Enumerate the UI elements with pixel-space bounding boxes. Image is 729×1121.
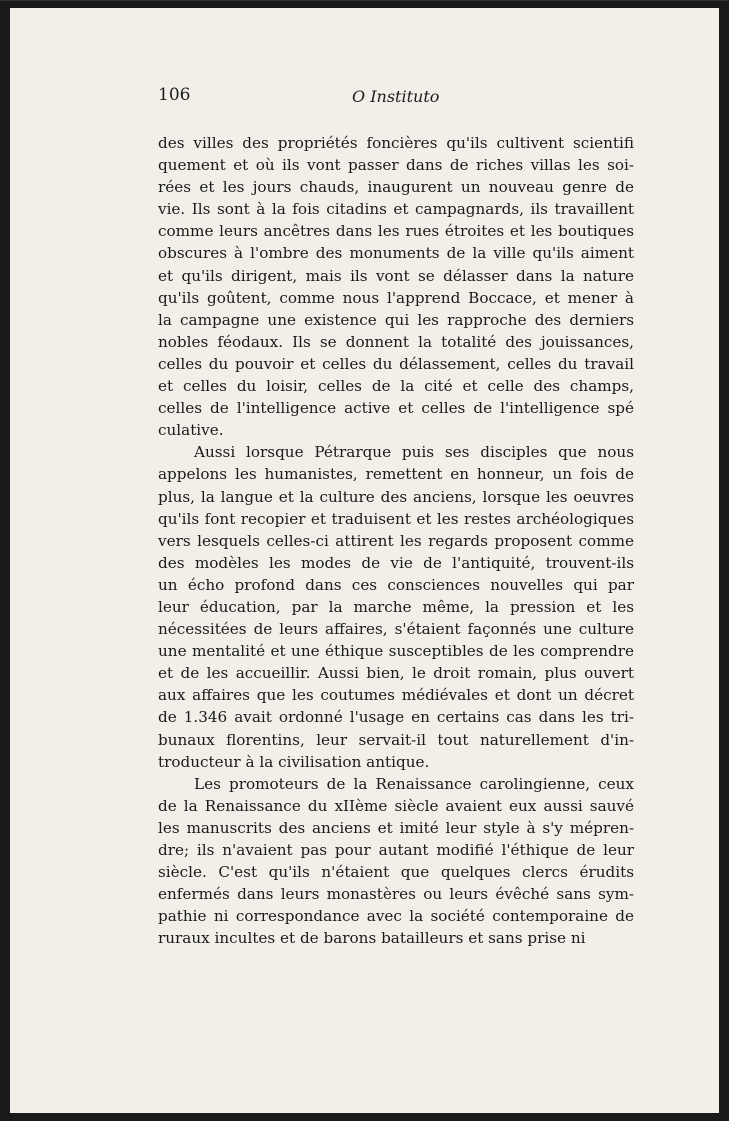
text-line: la campagne une existence qui les rapproche des derniers — [158, 310, 634, 329]
text-line: de la Renaissance du xIIème siècle avaient eux aussi sauvé — [158, 796, 634, 815]
text-line: pathie ni correspondance avec la société contemporaine de — [158, 907, 634, 926]
text-line: appelons les humanistes, remettent en honneur, un fois de — [158, 465, 634, 484]
text-line: et qu'ils dirigent, mais ils vont se délasser dans la nature — [158, 266, 634, 285]
text-line: obscures à l'ombre des monuments de la ville qu'ils aiment — [158, 244, 634, 263]
paragraph — [158, 132, 634, 441]
paragraph — [158, 441, 634, 772]
page-number: 106 — [158, 85, 191, 105]
text-line: qu'ils font recopier et traduisent et les restes archéologiques — [158, 509, 634, 528]
page-header — [158, 81, 634, 111]
text-line: des modèles les modes de vie de l'antiquité, trouvent-ils — [158, 553, 634, 572]
body-text — [158, 132, 634, 949]
text-line: des villes des propriétés foncières qu'ils cultivent scientifi — [158, 134, 634, 152]
scanned-page — [10, 8, 719, 1113]
text-line: plus, la langue et la culture des anciens, lorsque les oeuvres — [158, 487, 634, 506]
text-line: troducteur à la civilisation antique. — [158, 752, 430, 771]
text-line: un écho profond dans ces consciences nouvelles qui par — [158, 575, 634, 594]
text-line: ruraux incultes et de barons batailleurs et sans prise ni — [158, 929, 586, 948]
text-line: et de les accueillir. Aussi bien, le droit romain, plus ouvert — [158, 664, 634, 683]
text-line: et celles du loisir, celles de la cité et celle des champs, — [158, 377, 634, 396]
crop-mark — [0, 0, 729, 1]
text-line: vers lesquels celles-ci attirent les regards proposent comme — [158, 531, 634, 550]
text-line: dre; ils n'avaient pas pour autant modifié l'éthique de leur — [158, 841, 634, 859]
text-line: celles du pouvoir et celles du délassement, celles du travail — [158, 354, 634, 373]
text-line: comme leurs ancêtres dans les rues étroites et les boutiques — [158, 222, 634, 241]
text-line: culative. — [158, 421, 224, 440]
text-line: enfermés dans leurs monastères ou leurs évêché sans sym- — [158, 885, 634, 904]
text-line: les manuscrits des anciens et imité leur style à s'y mépren- — [158, 818, 634, 837]
text-line: aux affaires que les coutumes médiévales et dont un décret — [158, 686, 634, 705]
paragraph — [158, 773, 634, 950]
text-line: vie. Ils sont à la fois citadins et campagnards, ils travaillent — [158, 200, 634, 219]
text-line: nécessitées de leurs affaires, s'étaient façonnés une culture — [158, 620, 634, 639]
text-line: une mentalité et une éthique susceptibles de les comprendre — [158, 642, 634, 661]
text-line: qu'ils goûtent, comme nous l'apprend Boccace, et mener à — [158, 288, 634, 307]
text-line: celles de l'intelligence active et celles de l'intelligence spé — [158, 399, 634, 418]
text-line: siècle. C'est qu'ils n'étaient que quelques clercs érudits — [158, 863, 634, 882]
text-line: rées et les jours chauds, inaugurent un nouveau genre de — [158, 178, 634, 197]
text-line: de 1.346 avait ordonné l'usage en certains cas dans les tri- — [158, 708, 634, 727]
text-line: bunaux florentins, leur servait-il tout naturellement d'in- — [158, 730, 634, 749]
text-line: leur éducation, par la marche même, la pression et les — [158, 597, 634, 616]
text-line: quement et où ils vont passer dans de riches villas les soi- — [158, 156, 634, 175]
text-line: Aussi lorsque Pétrarque puis ses disciples que nous — [194, 443, 634, 462]
text-line: nobles féodaux. Ils se donnent la totalité des jouissances, — [158, 332, 634, 351]
text-line: Les promoteurs de la Renaissance carolingienne, ceux — [194, 774, 634, 793]
running-title: O Instituto — [352, 87, 440, 106]
